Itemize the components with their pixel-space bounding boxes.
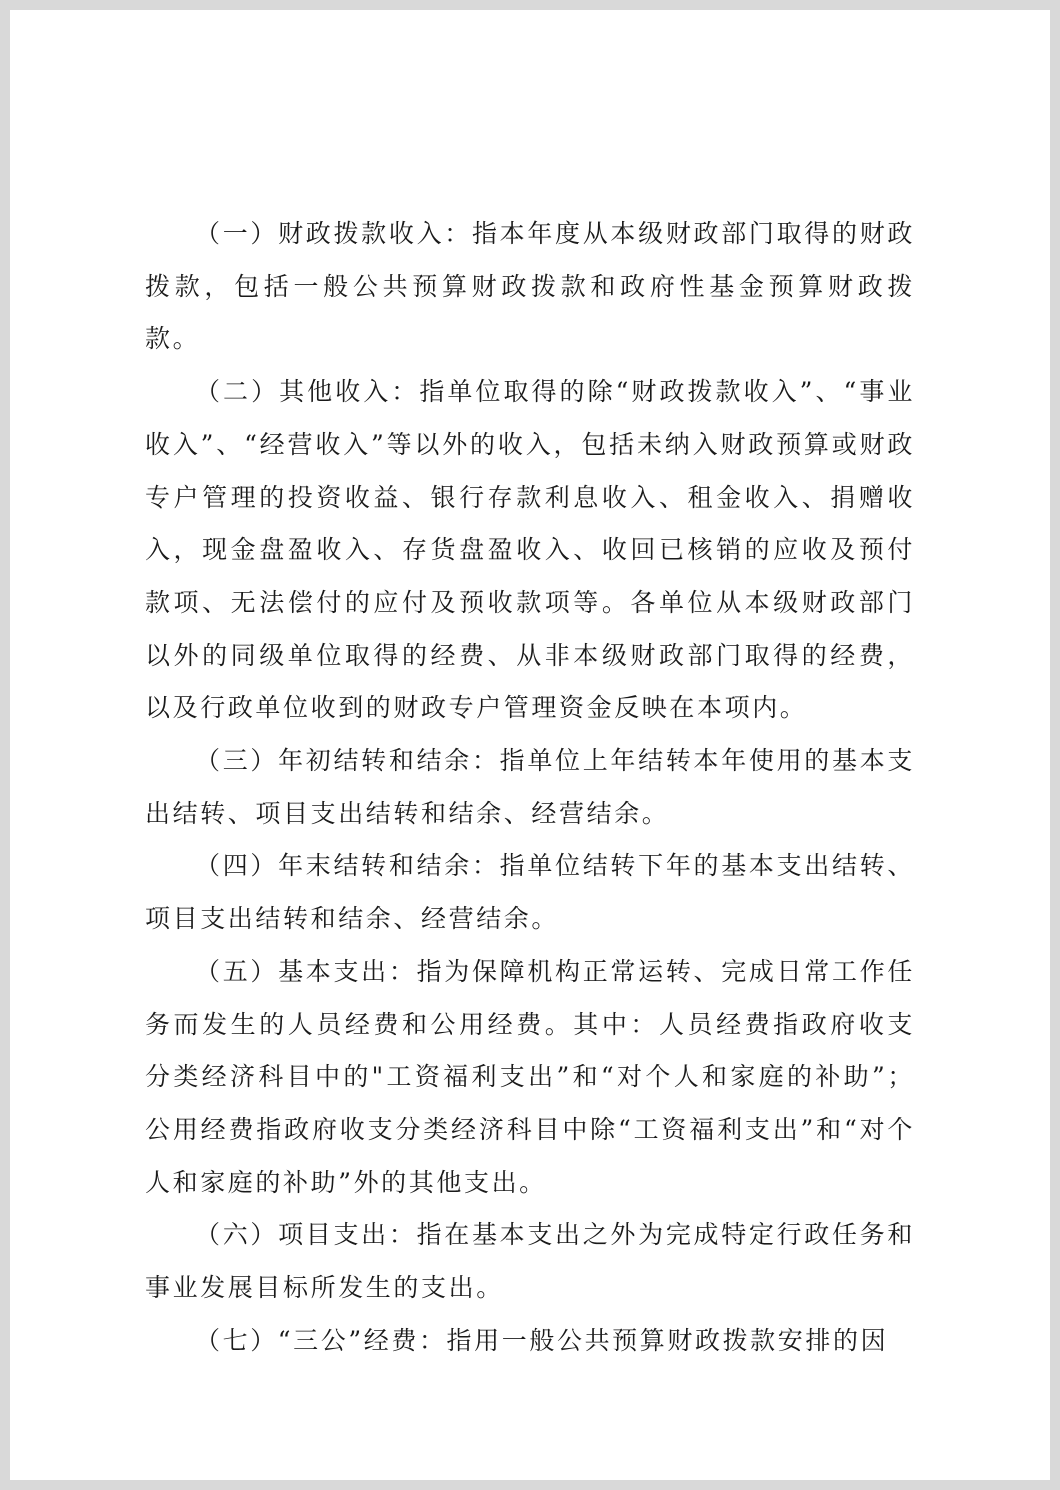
paragraph-fiscal-appropriation-income: （一）财政拨款收入：指本年度从本级财政部门取得的财政拨款，包括一般公共预算财政拨款和政府性基金预算财政拨款。 [145,219,915,354]
paragraph-other-income: （二）其他收入：指单位取得的除“财政拨款收入”、“事业收入”、“经营收入”等以外的收入，包括未纳入财政预算或财政专户管理的投资收益、银行存款利息收入、租金收入、捐赠收入，现金盘盈收入、存货盘盈收入、收回已核销的应收及预付款项、无法偿付的应付及预收款项等。各单位从本级财政部门以外的同级单位取得的经费、从非本级财政部门取得的经费，以及行政单位收到的财政专户管理资金反映在本项内。 [145,377,915,723]
document-body [145,208,915,1367]
paragraph-year-end-carryover: （四）年末结转和结余：指单位结转下年的基本支出结转、项目支出结转和结余、经营结余。 [145,851,915,934]
paragraph-basic-expenditure: （五）基本支出：指为保障机构正常运转、完成日常工作任务而发生的人员经费和公用经费。其中：人员经费指政府收支分类经济科目中的"工资福利支出”和“对个人和家庭的补助”；公用经费指政府收支分类经济科目中除“工资福利支出”和“对个人和家庭的补助”外的其他支出。 [145,956,915,1197]
paragraph-beginning-carryover: （三）年初结转和结余：指单位上年结转本年使用的基本支出结转、项目支出结转和结余、经营结余。 [145,746,915,828]
paragraph-three-public-funds: （七）“三公”经费：指用一般公共预算财政拨款安排的因 [195,1325,889,1355]
paragraph-project-expenditure: （六）项目支出：指在基本支出之外为完成特定行政任务和事业发展目标所发生的支出。 [145,1220,915,1303]
document-page [10,10,1050,1480]
